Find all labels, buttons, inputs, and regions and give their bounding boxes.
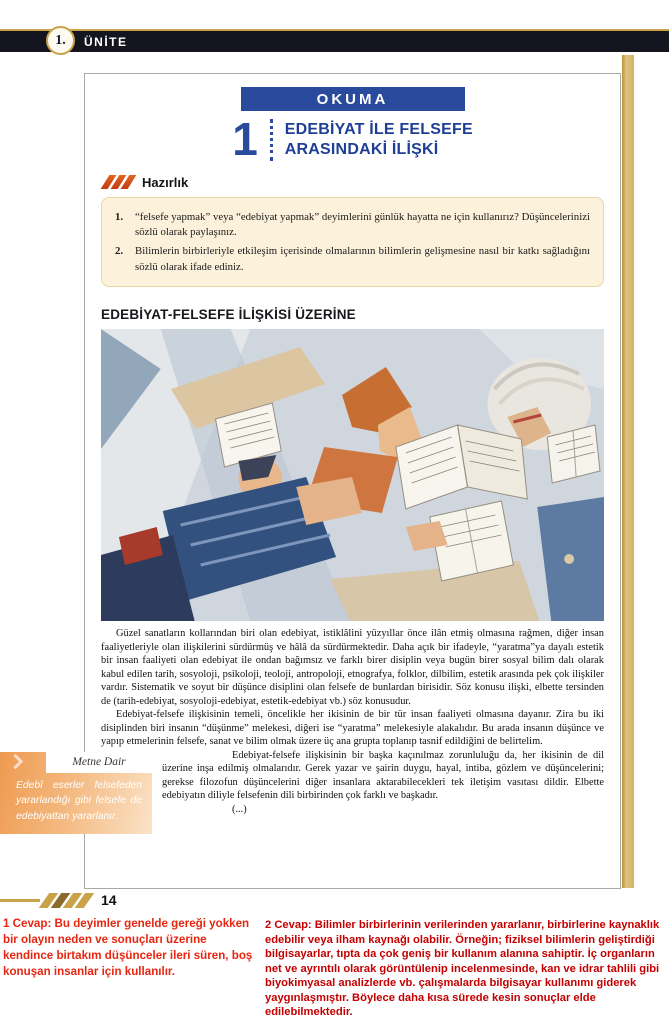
answer-2: 2 Cevap: Bilimler birbirlerinin verilerinden yararlanır, birbirlerine kaynaklık edebilir veya ilham kaynağı olabilir. Örneğin; fiziksel bilimlerin geliştirdiği bilgisayarlar, tıpta da çok geniş bir kullanım alanına sahiptir. İç organların net ve ayrıntılı olarak görüntülenip incelenmesinde, kan ve idrar tahlili gibi biyokimyasal analizlerde vb. çalışmalarda bilgisayar kullanımı giderek yaygınlaşmıştır. Böylece daha kısa sürede kesin sonuçlar elde edilebilmektedir.: [265, 919, 660, 1019]
side-accent-stripe: [622, 55, 634, 888]
lesson-title-line1: EDEBİYAT İLE FELSEFE: [284, 120, 473, 138]
article-paragraph: Edebiyat-felsefe ilişkisinin temeli, öncelikle her ikisinin de bir tür insan faaliyeti olmasına dayanır. Zira bu iki disiplinden biri insanın “düşünme” melekesi, diğeri ise “yaratma” melekesiyle alakalıdır. Bu arada insanın düşünce ve yapıp etmelerinin felsefe, sanat ve bilim olmak üzere üç ana grupta toplanıp tasnif edildiğini de belirtelim.: [101, 709, 604, 748]
chevron-right-icon: [8, 754, 24, 770]
metne-dair-header: [0, 752, 152, 773]
answer-1: 1 Cevap: Bu deyimler genelde gereği yokken bir olayın neden ve sonuçları üzerine kendince birtakım düşünceler ileri süren, boş konuşan insanlar için kullanılır.: [3, 917, 253, 978]
question-text: Bilimlerin birbirleriyle etkileşim içerisinde olmalarının bilimlerin gelişmesine nasıl bir katkı sağladığını sözlü olarak ifade ediniz.: [135, 244, 590, 273]
hazirlik-header: [105, 175, 604, 190]
section-banner: OKUMA: [241, 87, 465, 111]
metne-dair-label: Metne Dair: [46, 752, 152, 773]
unit-number: 1.: [55, 32, 66, 48]
article-paragraph: Edebiyat-felsefe ilişkisinin bir başka kaçınılmaz zorunluluğu da, her ikisinin de dil üzerine inşa edilmiş olmalarıdır. Gerek yazar ve şairin duygu, hayal, intiba, gözlem ve düşüncelerini; gerekse filozofun düşüncelerini diğer insanlara aktarabilecekleri tek iletişim vasıtası dildir. Elbette edebiyatın diliyle felsefenin dili birbirinden çok farklı ve başkadır.: [162, 749, 604, 802]
question-item: [115, 210, 590, 241]
question-number: 1.: [115, 210, 124, 223]
lesson-number: 1: [232, 113, 258, 165]
lesson-header: [101, 113, 604, 165]
footer-accent-line: [0, 899, 40, 902]
article-paragraph: Güzel sanatların kollarından biri olan edebiyat, istiklâlini yüzyıllar önce ilân etmiş olmasına rağmen, diğer insan faaliyetleriyle olan ilişkilerini sürdürmüş ve hâlâ da sürdürmektedir. Daha açık bir ifadeyle, “yaratma”ya dayalı estetik bir insan faaliyeti olan edebiyat ile ondan bağımsız ve farklı birer disiplin veya bugün birer sosyal bilim dalı olarak kabul edilen tarih, sosyoloji, psikoloji, teoloji, antropoloji, etnografya, folklor, dilbilim, estetik arasında pek çok ilişkiler vardır. Sistematik ve soyut bir düşünce disiplini olan felsefe de bunlardan birisidir. Söz konusu ilişki, elbette tersinden de (tarih-edebiyat, sosyoloji-edebiyat, estetik-edebiyat vb.) söz konusudur.: [101, 628, 604, 707]
question-number: 2.: [115, 244, 124, 257]
metne-dair-box: [0, 752, 152, 834]
hazirlik-slash-icon: [105, 175, 132, 189]
hazirlik-question-box: [101, 197, 604, 288]
question-text: “felsefe yapmak” veya “edebiyat yapmak” deyimlerini günlük hayatta ne için kullanırız? Düşüncelerinizi sözlü olarak paylaşınız.: [135, 210, 590, 239]
lesson-divider: [270, 119, 273, 161]
unit-number-badge: [46, 26, 75, 55]
hazirlik-label: Hazırlık: [142, 174, 189, 190]
lesson-title-line2: ARASINDAKİ İLİŞKİ: [284, 140, 439, 158]
footer-slash-icon: [44, 893, 89, 908]
metne-dair-text: Edebî eserler felsefeden yararlandığı gibi felsefe de edebiyattan yararlanır.: [16, 779, 142, 822]
lesson-title: [285, 120, 473, 160]
question-item: [115, 244, 590, 275]
article-body: [16, 627, 604, 822]
page-number: 14: [101, 892, 117, 908]
page-footer: [0, 892, 117, 908]
article-ellipsis: (...): [232, 803, 247, 815]
page-frame: [16, 73, 621, 889]
article-heading: EDEBİYAT-FELSEFE İLİŞKİSİ ÜZERİNE: [101, 307, 356, 323]
unit-label: ÜNİTE: [84, 35, 128, 49]
article-illustration: [101, 329, 604, 621]
